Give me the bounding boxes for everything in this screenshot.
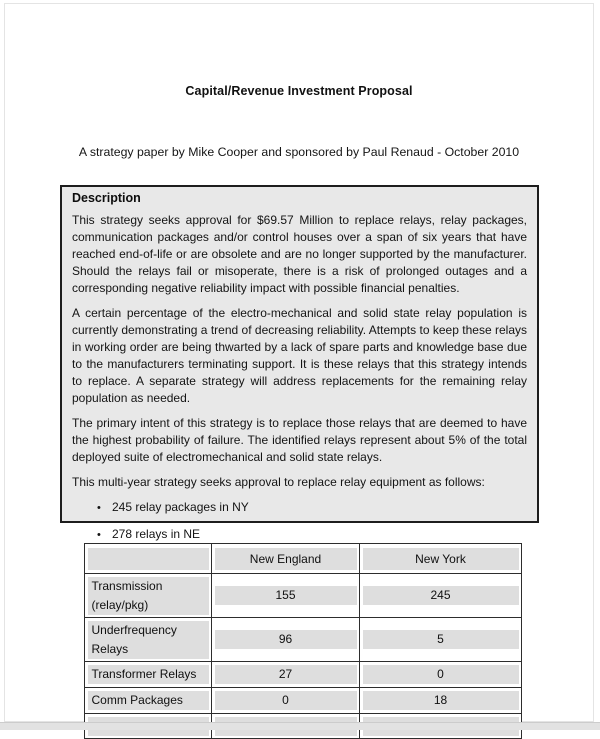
value-new-england: 0 <box>215 691 357 710</box>
value-cell-new-england <box>212 688 360 714</box>
value-new-england: 155 <box>215 586 357 605</box>
value-cell-new-york <box>360 662 522 688</box>
value-cell-new-york <box>360 574 522 618</box>
bullet-item <box>97 499 527 517</box>
row-label: Transformer Relays <box>88 665 209 684</box>
value-cell-new-england <box>212 662 360 688</box>
row-label: Underfrequency Relays <box>88 621 209 659</box>
document-page <box>4 3 594 722</box>
header-cell-new-england <box>212 544 360 574</box>
description-paragraph-4: This multi-year strategy seeks approval to replace relay equipment as follows: <box>72 475 485 489</box>
row-label-cell <box>85 662 212 688</box>
header-cell-new-york-label: New York <box>363 548 519 570</box>
value-new-york: 245 <box>363 586 519 605</box>
header-cell-blank <box>85 544 212 574</box>
equipment-table-container <box>84 543 524 707</box>
bullet-icon: • <box>97 529 101 541</box>
row-label-cell <box>85 574 212 618</box>
row-label-cell <box>85 618 212 662</box>
value-new-york: 5 <box>363 630 519 649</box>
header-cell-blank-fill <box>88 548 209 570</box>
bullet-list <box>72 499 527 544</box>
bullet-item-text: 278 relays in NE <box>112 527 201 541</box>
description-paragraph-3: The primary intent of this strategy is to replace those relays that are deemed to have the highest probability of failure. The identified relays represent about 5% of the total deployed suite of electromechanical and solid state relays. <box>72 416 527 464</box>
value-new-england: 96 <box>215 630 357 649</box>
bullet-item-text: 245 relay packages in NY <box>112 500 249 514</box>
table-row-underfrequency <box>85 618 522 662</box>
header-cell-new-york <box>360 544 522 574</box>
bullet-item <box>97 526 527 544</box>
document-title: Capital/Revenue Investment Proposal <box>185 84 413 98</box>
description-heading: Description <box>72 191 141 205</box>
row-label-cell <box>85 688 212 714</box>
row-label: Transmission (relay/pkg) <box>88 577 209 615</box>
value-new-york: 18 <box>363 691 519 710</box>
description-paragraph-1: This strategy seeks approval for $69.57 Million to replace relays, relay packages, communication packages and/or control houses over a span of six years that have reached end-of-life or are obsolete and are no longer supported by the manufacturer. Should the relays fail or misoperate, there is a risk of prolonged outages and a corresponding negative reliability impact with possible financial penalties. <box>72 213 527 295</box>
value-cell-new-york <box>360 688 522 714</box>
table-header-row <box>85 544 522 574</box>
page-bottom-edge <box>0 722 600 730</box>
description-box <box>60 185 539 541</box>
table-row-comm-packages <box>85 688 522 714</box>
bullet-icon: • <box>97 502 101 514</box>
value-cell-new-york <box>360 618 522 662</box>
table-row-transformer <box>85 662 522 688</box>
value-new-york: 0 <box>363 665 519 684</box>
table-row-transmission <box>85 574 522 618</box>
document-subtitle: A strategy paper by Mike Cooper and sponsored by Paul Renaud - October 2010 <box>78 145 520 159</box>
value-cell-new-england <box>212 574 360 618</box>
row-label: Comm Packages <box>88 691 209 710</box>
value-cell-new-england <box>212 618 360 662</box>
value-new-england: 27 <box>215 665 357 684</box>
equipment-table <box>84 543 522 739</box>
header-cell-new-england-label: New England <box>215 548 357 570</box>
description-paragraph-2: A certain percentage of the electro-mechanical and solid state relay population is currently demonstrating a trend of decreasing reliability. Attempts to keep these relays in working order are being thwarted by a lack of spare parts and knowledge base due to the manufacturers terminating support. It is these relays that this strategy intends to replace. A separate strategy will address replacements for the remaining relay population as needed. <box>72 306 527 405</box>
